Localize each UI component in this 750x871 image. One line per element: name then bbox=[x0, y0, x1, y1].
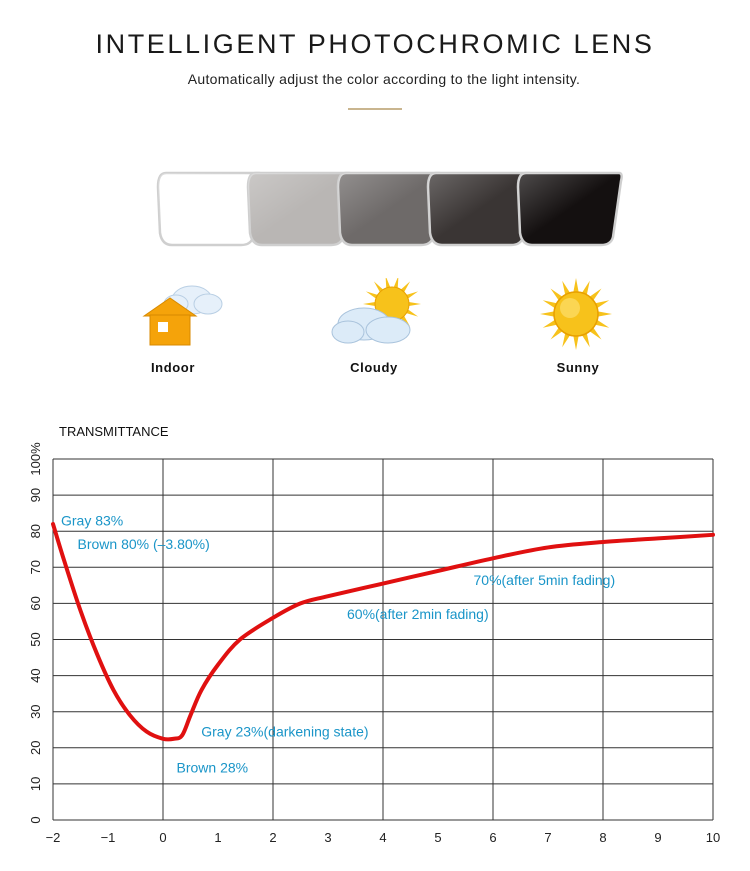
lens-shine-light-gray bbox=[248, 173, 352, 245]
sun-icon bbox=[538, 276, 614, 352]
curve-annotation: Brown 80% (–3.80%) bbox=[77, 535, 210, 552]
x-tick-label: 1 bbox=[214, 830, 222, 845]
sun-ray bbox=[540, 311, 554, 316]
y-tick-label: 40 bbox=[28, 668, 43, 683]
title-divider bbox=[348, 108, 402, 110]
x-tick-label: 7 bbox=[544, 830, 552, 845]
x-tick-label: 0 bbox=[159, 830, 167, 845]
house-cloud-icon bbox=[140, 278, 230, 350]
x-axis-ticks bbox=[46, 830, 721, 845]
x-tick-label: 8 bbox=[599, 830, 607, 845]
lens-sequence bbox=[150, 165, 635, 255]
weather-label-indoor: Indoor bbox=[150, 360, 196, 375]
curve-annotation: Gray 83% bbox=[61, 512, 124, 529]
x-tick-label: 4 bbox=[379, 830, 387, 845]
sun-ray bbox=[409, 302, 421, 306]
x-tick-label: −1 bbox=[100, 830, 116, 845]
x-tick-label: 6 bbox=[489, 830, 497, 845]
x-tick-label: 10 bbox=[705, 830, 721, 845]
y-tick-label: 50 bbox=[28, 632, 43, 647]
y-tick-label: 100% bbox=[28, 442, 43, 476]
curve-annotation: 60%(after 2min fading) bbox=[347, 606, 489, 623]
sun-ray bbox=[573, 336, 578, 350]
x-tick-label: 5 bbox=[434, 830, 442, 845]
chart-title: TRANSMITTANCE bbox=[59, 424, 169, 439]
sun-ray bbox=[363, 302, 375, 306]
lens-shine-clear bbox=[158, 173, 262, 245]
y-tick-label: 30 bbox=[28, 704, 43, 719]
lens-shine-medium-gray bbox=[338, 173, 442, 245]
curve-annotation: Gray 23%(darkening state) bbox=[201, 723, 369, 740]
lens-shine-black bbox=[518, 173, 622, 245]
y-tick-label: 0 bbox=[28, 816, 43, 824]
y-tick-label: 60 bbox=[28, 596, 43, 611]
weather-label-sunny: Sunny bbox=[556, 360, 600, 375]
x-tick-label: −2 bbox=[45, 830, 61, 845]
x-tick-label: 9 bbox=[654, 830, 662, 845]
x-tick-label: 2 bbox=[269, 830, 277, 845]
sun-ray bbox=[598, 311, 612, 316]
lens-shine-dark-gray bbox=[428, 173, 532, 245]
curve-annotation: Brown 28% bbox=[176, 759, 249, 776]
y-tick-label: 20 bbox=[28, 740, 43, 756]
curve-annotation: 70%(after 5min fading) bbox=[473, 571, 616, 588]
y-tick-label: 10 bbox=[28, 776, 43, 792]
sun-ray bbox=[394, 278, 399, 288]
sun-ray bbox=[386, 278, 391, 288]
x-tick-label: 3 bbox=[324, 830, 332, 845]
grid-lines bbox=[53, 459, 713, 820]
page-subtitle: Automatically adjust the color according to the light intensity. bbox=[187, 71, 581, 87]
page-title: INTELLIGENT PHOTOCHROMIC LENS bbox=[95, 29, 655, 59]
weather-label-cloudy: Cloudy bbox=[350, 360, 398, 375]
sun-ray bbox=[573, 278, 578, 292]
y-axis-ticks bbox=[28, 442, 43, 824]
sun-cloud-icon bbox=[326, 278, 426, 350]
y-tick-label: 70 bbox=[28, 560, 43, 575]
transmittance-chart bbox=[0, 400, 750, 871]
y-tick-label: 80 bbox=[28, 523, 43, 539]
y-tick-label: 90 bbox=[28, 487, 43, 503]
